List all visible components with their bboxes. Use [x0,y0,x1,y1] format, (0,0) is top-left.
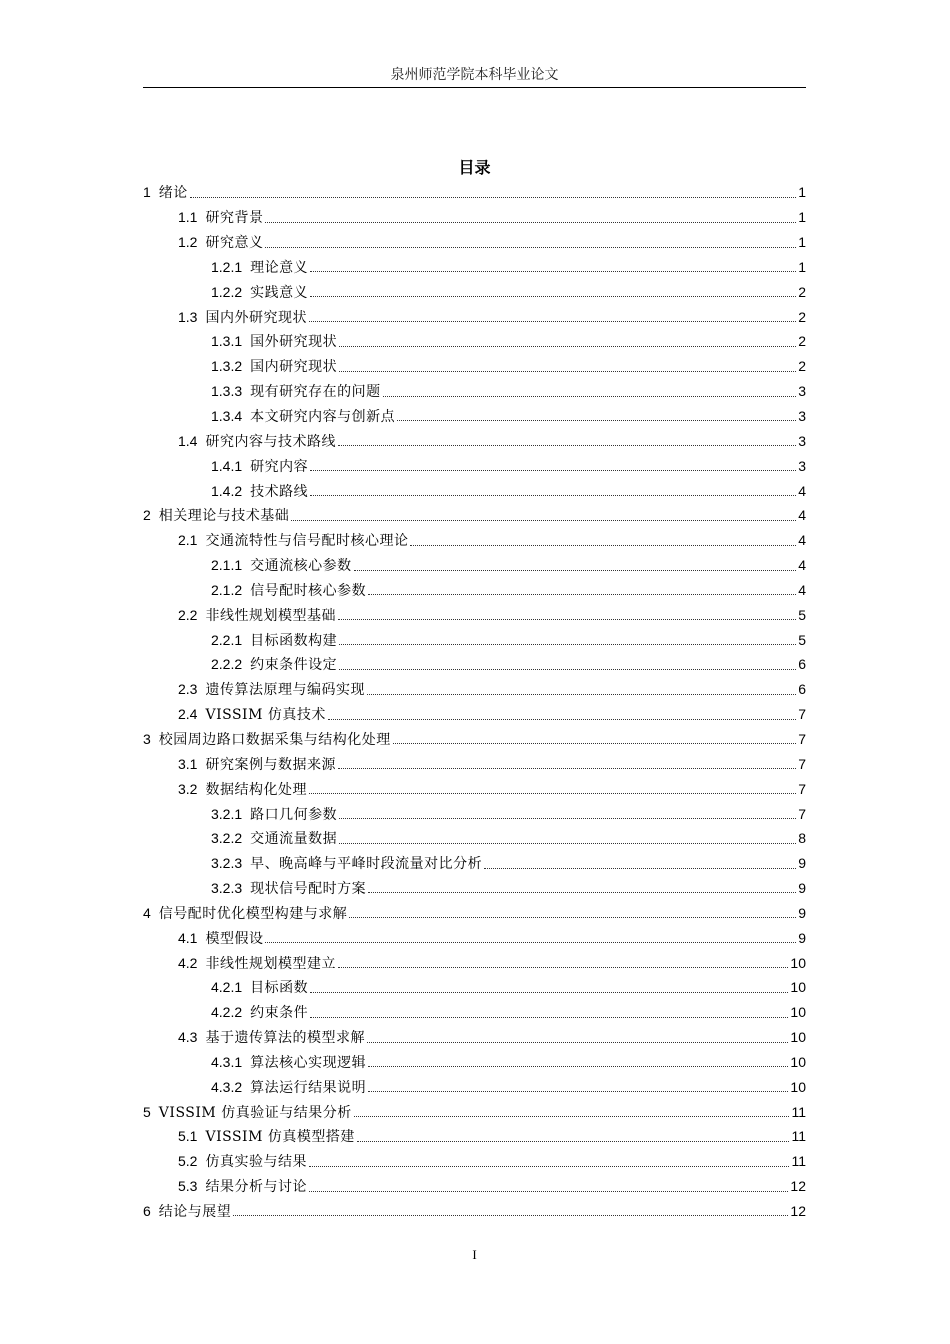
toc-entry-number: 3.2.2 [211,830,243,847]
toc-entry-page: 4 [798,507,806,524]
toc-entry-title: 相关理论与技术基础 [158,508,290,525]
toc-entry-title: 非线性规划模型建立 [205,955,336,972]
toc-entry-title: 研究背景 [205,210,264,227]
toc-entry-number: 2.1.1 [211,557,243,574]
toc-entry-number: 3.2.1 [211,805,243,822]
toc-entry[interactable] [143,826,806,851]
toc-entry-number: 6 [143,1203,151,1220]
toc-entry[interactable] [143,1074,806,1099]
toc-entry-title: 仿真实验与结果 [205,1154,307,1171]
toc-leader-dots [357,1140,790,1142]
toc-entry-title: 基于遗传算法的模型求解 [205,1030,365,1047]
toc-entry-title: 结果分析与讨论 [205,1179,307,1196]
toc-entry-page: 1 [798,258,806,275]
toc-entry-page: 4 [798,581,806,598]
toc-entry-title: 研究案例与数据来源 [205,756,336,773]
toc-entry-title: 理论意义 [250,259,309,276]
toc-entry-number: 3.2 [178,780,198,797]
toc-entry-title: 目标函数构建 [250,632,338,649]
toc-leader-dots [368,593,796,595]
toc-leader-dots [338,444,796,446]
toc-entry-number: 2.4 [178,706,198,723]
toc-entry[interactable] [143,727,806,752]
toc-entry-title: 早、晚高峰与平峰时段流量对比分析 [250,856,483,873]
toc-entry-page: 5 [798,631,806,648]
toc-entry[interactable] [143,553,806,578]
toc-entry-number: 2.2.1 [211,631,243,648]
toc-entry[interactable] [143,900,806,925]
toc-leader-dots [309,1165,789,1167]
toc-entry-page: 7 [798,755,806,772]
toc-entry-page: 9 [798,929,806,946]
toc-entry-number: 5.1 [178,1128,198,1145]
toc-entry[interactable] [143,801,806,826]
toc-leader-dots [310,270,796,272]
toc-leader-dots [265,941,796,943]
toc-leader-dots [339,817,796,819]
toc-entry-title: 绪论 [158,185,188,202]
toc-leader-dots [309,320,796,322]
toc-leader-dots [310,494,796,496]
toc-entry-number: 1.3.3 [211,383,243,400]
toc-leader-dots [310,469,796,471]
toc-leader-dots [354,1115,790,1117]
toc-entry-number: 4.3.1 [211,1053,243,1070]
toc-entry-title: 研究意义 [205,235,264,252]
toc-entry-page: 1 [798,184,806,201]
toc-entry-number: 4.2.2 [211,1004,243,1021]
toc-entry-page: 4 [798,482,806,499]
toc-entry-page: 2 [798,283,806,300]
toc-entry-title: 实践意义 [250,284,309,301]
toc-leader-dots [338,966,788,968]
toc-entry-page: 8 [798,830,806,847]
toc-entry[interactable] [143,677,806,702]
toc-leader-dots [349,916,796,918]
toc-leader-dots [484,867,796,869]
toc-entry-page: 9 [798,880,806,897]
toc-entry-number: 3.2.3 [211,855,243,872]
toc-entry-page: 2 [798,308,806,325]
toc-entry[interactable] [143,255,806,280]
toc-entry[interactable] [143,1099,806,1124]
toc-entry-number: 1.4 [178,432,198,449]
toc-entry-page: 2 [798,358,806,375]
toc-entry-page: 10 [790,1078,806,1095]
toc-entry-page: 12 [790,1178,806,1195]
toc-entry-title: 国外研究现状 [250,334,338,351]
toc-entry-number: 1.4.1 [211,457,243,474]
toc-entry[interactable] [143,1124,806,1149]
toc-entry-title: 国内研究现状 [250,359,338,376]
toc-leader-dots [410,544,796,546]
table-of-contents [143,180,806,1223]
toc-leader-dots [339,643,796,645]
toc-entry[interactable] [143,652,806,677]
toc-entry-page: 6 [798,656,806,673]
toc-title: 目录 [458,158,491,177]
toc-leader-dots [310,295,796,297]
toc-entry-page: 3 [798,432,806,449]
toc-entry[interactable] [143,453,806,478]
toc-leader-dots [338,618,796,620]
toc-entry-number: 4.3 [178,1029,198,1046]
toc-entry[interactable] [143,478,806,503]
toc-entry-page: 4 [798,557,806,574]
toc-entry[interactable] [143,950,806,975]
toc-entry-page: 11 [791,1103,806,1120]
toc-entry-title: 算法核心实现逻辑 [250,1054,367,1071]
toc-leader-dots [339,842,796,844]
toc-entry[interactable] [143,1174,806,1199]
toc-entry[interactable] [143,751,806,776]
toc-entry-page: 9 [798,855,806,872]
toc-entry-page: 1 [798,234,806,251]
toc-leader-dots [190,196,796,198]
toc-entry[interactable] [143,230,806,255]
toc-entry-title: VISSIM 仿真技术 [205,707,326,724]
toc-entry-title: 交通流核心参数 [250,558,352,575]
toc-entry-number: 4.2.1 [211,979,243,996]
toc-entry[interactable] [143,205,806,230]
toc-leader-dots [368,1090,788,1092]
toc-entry-number: 4.1 [178,929,198,946]
toc-entry-title: 目标函数 [250,980,309,997]
toc-entry-number: 1.2.2 [211,283,243,300]
toc-entry-title: 约束条件设定 [250,657,338,674]
toc-entry[interactable] [143,776,806,801]
toc-entry-page: 7 [798,780,806,797]
toc-entry-title: 模型假设 [205,930,264,947]
toc-entry-number: 4.2 [178,954,198,971]
toc-entry-number: 5.2 [178,1153,198,1170]
toc-entry-number: 2.3 [178,681,198,698]
toc-entry-page: 10 [790,979,806,996]
toc-entry-number: 1.3 [178,308,198,325]
toc-entry-page: 11 [791,1128,806,1145]
toc-entry-number: 2.1 [178,532,198,549]
toc-entry-page: 7 [798,805,806,822]
toc-leader-dots [233,1214,788,1216]
toc-leader-dots [310,1016,788,1018]
toc-entry-page: 9 [798,904,806,921]
toc-entry-title: VISSIM 仿真验证与结果分析 [158,1104,352,1121]
toc-entry[interactable] [143,702,806,727]
toc-entry[interactable] [143,925,806,950]
toc-entry-title: 交通流量数据 [250,831,338,848]
toc-entry-page: 7 [798,706,806,723]
toc-entry-title: 国内外研究现状 [205,309,307,326]
toc-entry-page: 11 [791,1153,806,1170]
toc-entry-page: 10 [790,1053,806,1070]
toc-entry-number: 1.3.2 [211,358,243,375]
toc-entry-number: 5 [143,1103,151,1120]
toc-entry-title: 数据结构化处理 [205,781,307,798]
toc-entry-title: 现有研究存在的问题 [250,384,381,401]
toc-entry-number: 1.4.2 [211,482,243,499]
toc-entry[interactable] [143,1149,806,1174]
page-number: I [472,1247,477,1262]
toc-entry-page: 5 [798,606,806,623]
toc-entry-page: 3 [798,457,806,474]
toc-entry[interactable] [143,304,806,329]
toc-entry[interactable] [143,1199,806,1224]
toc-entry[interactable] [143,975,806,1000]
toc-entry-number: 5.3 [178,1178,198,1195]
toc-leader-dots [309,792,796,794]
toc-entry-number: 1.1 [178,209,198,226]
toc-entry-number: 2.2.2 [211,656,243,673]
toc-entry-number: 3.2.3 [211,880,243,897]
toc-entry-page: 12 [790,1203,806,1220]
toc-leader-dots [265,246,796,248]
toc-entry-title: 本文研究内容与创新点 [250,409,396,426]
toc-entry-title: 结论与展望 [158,1204,232,1221]
toc-entry[interactable] [143,602,806,627]
toc-leader-dots [367,693,796,695]
toc-entry-title: 信号配时核心参数 [250,582,367,599]
toc-entry[interactable] [143,1050,806,1075]
toc-entry[interactable] [143,851,806,876]
page-header: 泉州师范学院本科毕业论文 [390,67,559,83]
toc-entry-number: 3.1 [178,755,198,772]
toc-entry-title: 交通流特性与信号配时核心理论 [205,533,409,550]
toc-entry-number: 1.2 [178,234,198,251]
toc-leader-dots [265,221,796,223]
toc-entry[interactable] [143,503,806,528]
toc-entry-title: 遗传算法原理与编码实现 [205,682,365,699]
toc-entry[interactable] [143,180,806,205]
toc-entry-title: 技术路线 [250,483,309,500]
toc-entry[interactable] [143,329,806,354]
toc-entry-title: 非线性规划模型基础 [205,607,336,624]
toc-entry[interactable] [143,404,806,429]
toc-entry-title: 现状信号配时方案 [250,881,367,898]
toc-entry-number: 1.2.1 [211,258,243,275]
toc-entry-page: 4 [798,532,806,549]
toc-entry-title: VISSIM 仿真模型搭建 [205,1129,355,1146]
toc-entry-number: 1.3.4 [211,408,243,425]
toc-entry-title: 校园周边路口数据采集与结构化处理 [158,731,391,748]
toc-entry-title: 研究内容与技术路线 [205,433,336,450]
toc-entry[interactable] [143,428,806,453]
toc-entry-number: 1.3.1 [211,333,243,350]
toc-leader-dots [383,395,797,397]
toc-entry[interactable] [143,578,806,603]
toc-leader-dots [354,569,797,571]
toc-entry-title: 算法运行结果说明 [250,1079,367,1096]
toc-entry-page: 6 [798,681,806,698]
toc-entry[interactable] [143,1025,806,1050]
header-rule [143,87,806,88]
toc-leader-dots [339,345,796,347]
toc-leader-dots [310,991,788,993]
toc-entry-number: 2 [143,507,151,524]
toc-entry-number: 2.1.2 [211,581,243,598]
toc-entry[interactable] [143,1000,806,1025]
toc-entry-page: 3 [798,408,806,425]
toc-leader-dots [397,419,796,421]
toc-leader-dots [367,1041,788,1043]
toc-entry-number: 2.2 [178,606,198,623]
toc-entry-title: 约束条件 [250,1005,309,1022]
toc-leader-dots [291,519,796,521]
toc-entry-page: 2 [798,333,806,350]
toc-entry-page: 10 [790,1029,806,1046]
toc-entry-title: 路口几何参数 [250,806,338,823]
toc-entry-number: 3 [143,730,151,747]
toc-entry-page: 7 [798,730,806,747]
toc-leader-dots [368,1065,788,1067]
toc-leader-dots [393,742,796,744]
toc-leader-dots [328,718,796,720]
toc-entry-page: 3 [798,383,806,400]
toc-entry-title: 信号配时优化模型构建与求解 [158,905,348,922]
toc-entry-page: 1 [798,209,806,226]
toc-entry-title: 研究内容 [250,458,309,475]
toc-entry-number: 4.3.2 [211,1078,243,1095]
toc-leader-dots [339,370,796,372]
toc-entry-page: 10 [790,1004,806,1021]
toc-entry[interactable] [143,528,806,553]
toc-leader-dots [338,767,796,769]
toc-entry[interactable] [143,379,806,404]
toc-entry[interactable] [143,627,806,652]
toc-leader-dots [339,668,796,670]
toc-leader-dots [309,1190,788,1192]
toc-entry[interactable] [143,354,806,379]
toc-entry[interactable] [143,279,806,304]
toc-entry-number: 4 [143,904,151,921]
toc-entry-page: 10 [790,954,806,971]
toc-entry-number: 1 [143,184,151,201]
toc-entry[interactable] [143,876,806,901]
toc-leader-dots [368,891,796,893]
